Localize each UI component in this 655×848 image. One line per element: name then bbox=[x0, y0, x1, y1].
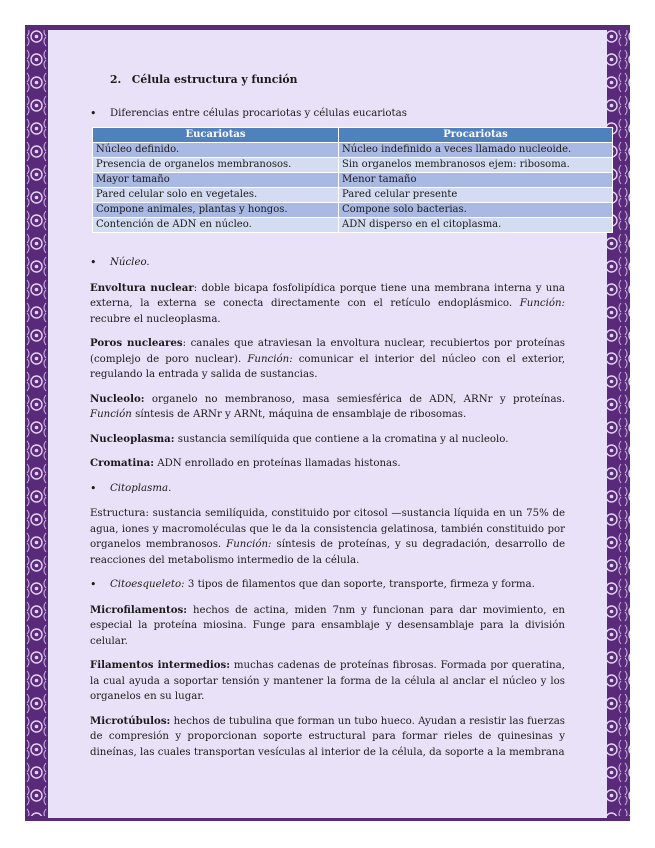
table-cell: Presencia de organelos membranosos. bbox=[93, 158, 339, 173]
poros-func-text: comunicar el interior del núcleo con el exterior, regulando la entrada y salida de sustancias. bbox=[90, 353, 565, 380]
microtubulos-term: Microtúbulos: bbox=[90, 714, 171, 727]
citoplasma-text: Estructura: sustancia semilíquida, constituido por citosol —sustancia líquida en un 75% de agua, iones y macromoléculas que le da la consistencia gelatinosa, también constituido por organelos membranosos. bbox=[90, 508, 565, 550]
microtubulos-paragraph bbox=[90, 714, 565, 761]
table-header-row bbox=[93, 128, 613, 143]
section-number: 2. bbox=[110, 73, 122, 86]
table-header-procariotas: Procariotas bbox=[339, 128, 613, 143]
table-cell: Núcleo definido. bbox=[93, 143, 339, 158]
table-row bbox=[93, 188, 613, 203]
intermedios-paragraph bbox=[90, 658, 565, 705]
table-cell: Contención de ADN en núcleo. bbox=[93, 218, 339, 233]
citoplasma-func-label: Función: bbox=[226, 539, 272, 550]
table-cell: ADN disperso en el citoplasma. bbox=[339, 218, 613, 233]
table-cell: Mayor tamaño bbox=[93, 173, 339, 188]
envoltura-text: : doble bicapa fosfolipídica porque tiene una membrana interna y una externa, la externa se conecta directamente con el retículo endoplásmico. bbox=[90, 282, 565, 309]
poros-func-label: Función: bbox=[247, 353, 293, 365]
envoltura-paragraph bbox=[90, 281, 565, 328]
envoltura-term: Envoltura nuclear bbox=[90, 281, 194, 294]
microfilamentos-term: Microfilamentos: bbox=[90, 603, 188, 616]
intermedios-text: muchas cadenas de proteínas fibrosas. Formada por queratina, la cual ayuda a soportar tensión y mantener la forma de la célula al anclar el núcleo y los organelos en su lugar. bbox=[90, 660, 565, 702]
nucleoplasma-text: sustancia semilíquida que contiene a la cromatina y al nucleolo. bbox=[174, 433, 509, 445]
microtubulos-text: hechos de tubulina que forman un tubo hueco. Ayudan a resistir las fuerzas de compresión y proporcionan soporte estructural para formar rieles de quinesinas y dineínas, las cuales transportan vesículas al interior de la célula, da soporte a la membrana bbox=[90, 715, 565, 758]
cromatina-paragraph bbox=[90, 456, 565, 472]
intro-bullet bbox=[90, 106, 565, 122]
table-cell: Núcleo indefinido a veces llamado nucleoide. bbox=[339, 143, 613, 158]
table-cell: Pared celular solo en vegetales. bbox=[93, 188, 339, 203]
nucleolo-text: organelo no membranoso, masa semiesférica de ADN, ARNr y proteínas. bbox=[144, 393, 565, 405]
table-cell: Pared celular presente bbox=[339, 188, 613, 203]
citoesqueleto-bullet-text: 3 tipos de filamentos que dan soporte, transporte, firmeza y forma. bbox=[184, 579, 535, 590]
nucleolo-func-text: síntesis de ARNr y ARNt, máquina de ensamblaje de ribosomas. bbox=[131, 409, 467, 420]
table-cell: Sin organelos membranosos ejem: ribosoma. bbox=[339, 158, 613, 173]
table-header-eucariotas: Eucariotas bbox=[93, 128, 339, 143]
cromatina-text: ADN enrollado en proteínas llamadas histonas. bbox=[154, 458, 401, 469]
nucleolo-func-label: Función bbox=[90, 409, 132, 420]
nucleo-bullet-text: Núcleo. bbox=[110, 257, 150, 268]
table-row bbox=[93, 158, 613, 173]
citoesqueleto-bullet bbox=[90, 577, 565, 593]
nucleo-bullet bbox=[90, 255, 565, 271]
document-content bbox=[90, 72, 572, 769]
intermedios-term: Filamentos intermedios: bbox=[90, 659, 231, 671]
envoltura-func-label: Función: bbox=[519, 298, 565, 309]
cromatina-term: Cromatina: bbox=[90, 457, 154, 469]
table-cell: Menor tamaño bbox=[339, 173, 613, 188]
table-row bbox=[93, 203, 613, 218]
table-row bbox=[93, 143, 613, 158]
intro-bullet-text: Diferencias entre células procariotas y células eucariotas bbox=[110, 107, 407, 119]
nucleoplasma-paragraph bbox=[90, 432, 565, 448]
poros-text: : canales que atraviesan la envoltura nuclear, recubiertos por proteínas (complejo de poro nuclear). bbox=[90, 338, 565, 365]
citoplasma-paragraph bbox=[90, 506, 565, 568]
poros-paragraph bbox=[90, 336, 565, 383]
nucleoplasma-term: Nucleoplasma: bbox=[90, 432, 175, 445]
poros-term: Poros nucleares bbox=[90, 337, 183, 349]
citoplasma-bullet-text: Citoplasma. bbox=[110, 482, 172, 494]
citoesqueleto-bullet-label: Citoesqueleto: bbox=[110, 579, 185, 590]
envoltura-func-text: recubre el nucleoplasma. bbox=[90, 313, 221, 325]
section-title: Célula estructura y función bbox=[131, 73, 298, 86]
comparison-table bbox=[92, 127, 613, 233]
table-row bbox=[93, 218, 613, 233]
microfilamentos-text: hechos de actina, miden 7nm y funcionan para dar movimiento, en especial la proteína miosina. Funge para ensamblaje y desensamblaje para la división celular. bbox=[90, 604, 565, 647]
citoplasma-bullet bbox=[90, 481, 565, 497]
table-row bbox=[93, 173, 613, 188]
section-heading bbox=[110, 72, 565, 88]
nucleolo-paragraph bbox=[90, 392, 565, 423]
microfilamentos-paragraph bbox=[90, 603, 565, 650]
table-cell: Compone animales, plantas y hongos. bbox=[93, 203, 339, 218]
table-cell: Compone solo bacterias. bbox=[339, 203, 613, 218]
nucleolo-term: Nucleolo: bbox=[90, 392, 145, 405]
citoplasma-func-text: síntesis de proteínas, y su degradación, desarrollo de reacciones del metabolismo intermedio de la célula. bbox=[90, 539, 565, 566]
